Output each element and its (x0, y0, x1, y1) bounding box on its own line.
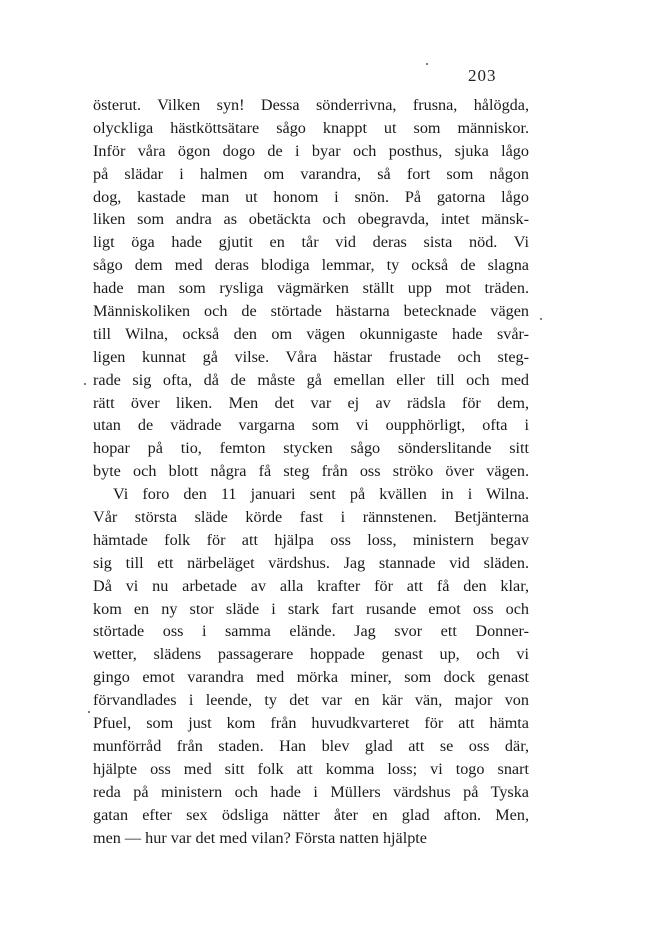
text-line: gingo emot varandra med mörka miner, som dock genast (93, 668, 529, 687)
page-speck (88, 711, 90, 713)
text-line: hämtade folk för att hjälpa oss loss, ministern begav (93, 530, 529, 549)
text-line: Vi foro den 11 januari sent på kvällen in i Wilna. (113, 485, 529, 504)
text-line: men — hur var det med vilan? Första natten hjälpte (93, 828, 427, 847)
text-line: olyckliga hästköttsätare sågo knappt ut som människor. (93, 118, 529, 137)
text-line: störtade oss i samma elände. Jag svor ett Donner- (93, 622, 529, 641)
page-number: 203 (468, 66, 497, 85)
text-line: kom en ny stor släde i stark fart rusande emot oss och (93, 599, 529, 618)
text-line: Människoliken och de störtade hästarna betecknade vägen (93, 302, 529, 321)
text-line: österut. Vilken syn! Dessa sönderrivna, frusna, hålögda, (93, 96, 529, 114)
text-line: ligen kunnat gå vilse. Våra hästar frustade och steg- (93, 347, 529, 366)
text-line: sågo dem med deras blodiga lemmar, ty också de slagna (93, 256, 529, 275)
text-line: till Wilna, också den om vägen okunnigaste hade svår- (93, 324, 529, 343)
text-line: reda på ministern och hade i Müllers värdshus på Tyska (93, 782, 529, 801)
text-line: hade man som rysliga vägmärken ställt upp mot träden. (93, 279, 529, 298)
text-line: wetter, slädens passagerare hoppade genast up, och vi (93, 645, 529, 664)
text-line: Pfuel, som just kom från huvudkvarteret för att hämta (93, 714, 529, 733)
text-line: förvandlades i leende, ty det var en kär vän, major von (93, 691, 529, 710)
text-line: sig till ett närbeläget värdshus. Jag stannade vid släden. (93, 553, 529, 572)
text-line: Inför våra ögon dogo de i byar och posthus, sjuka lågo (93, 141, 529, 160)
text-line: byte och blott några få steg från oss ströko över vägen. (93, 462, 529, 481)
text-line: rade sig ofta, då de måste gå emellan eller till och med (93, 370, 529, 389)
page-speck (426, 63, 428, 65)
text-line: på slädar i halmen om varandra, så fort som någon (93, 164, 529, 183)
text-line: hopar på tio, femton stycken sågo sönderslitande sitt (93, 439, 529, 458)
page-speck (540, 318, 542, 320)
text-line: rätt över liken. Men det var ej av rädsla för dem, (93, 393, 529, 412)
body-text (93, 94, 529, 849)
text-line: gatan efter sex ödsliga nätter åter en glad afton. Men, (93, 805, 529, 824)
page-speck (84, 383, 86, 385)
text-line: Vår största släde körde fast i rännstenen. Betjänterna (93, 508, 529, 527)
text-line: dog, kastade man ut honom i snön. På gatorna lågo (93, 187, 529, 206)
text-line: utan de vädrade vargarna som vi oupphörligt, ofta i (93, 416, 529, 435)
text-line: ligt öga hade gjutit en tår vid deras sista nöd. Vi (93, 233, 529, 252)
text-line: liken som andra as obetäckta och obegravda, intet mänsk- (93, 210, 529, 229)
text-line: Då vi nu arbetade av alla krafter för att få den klar, (93, 576, 529, 595)
text-line: munförråd från staden. Han blev glad att se oss där, (93, 736, 529, 755)
text-line: hjälpte oss med sitt folk att komma loss; vi togo snart (93, 759, 529, 778)
